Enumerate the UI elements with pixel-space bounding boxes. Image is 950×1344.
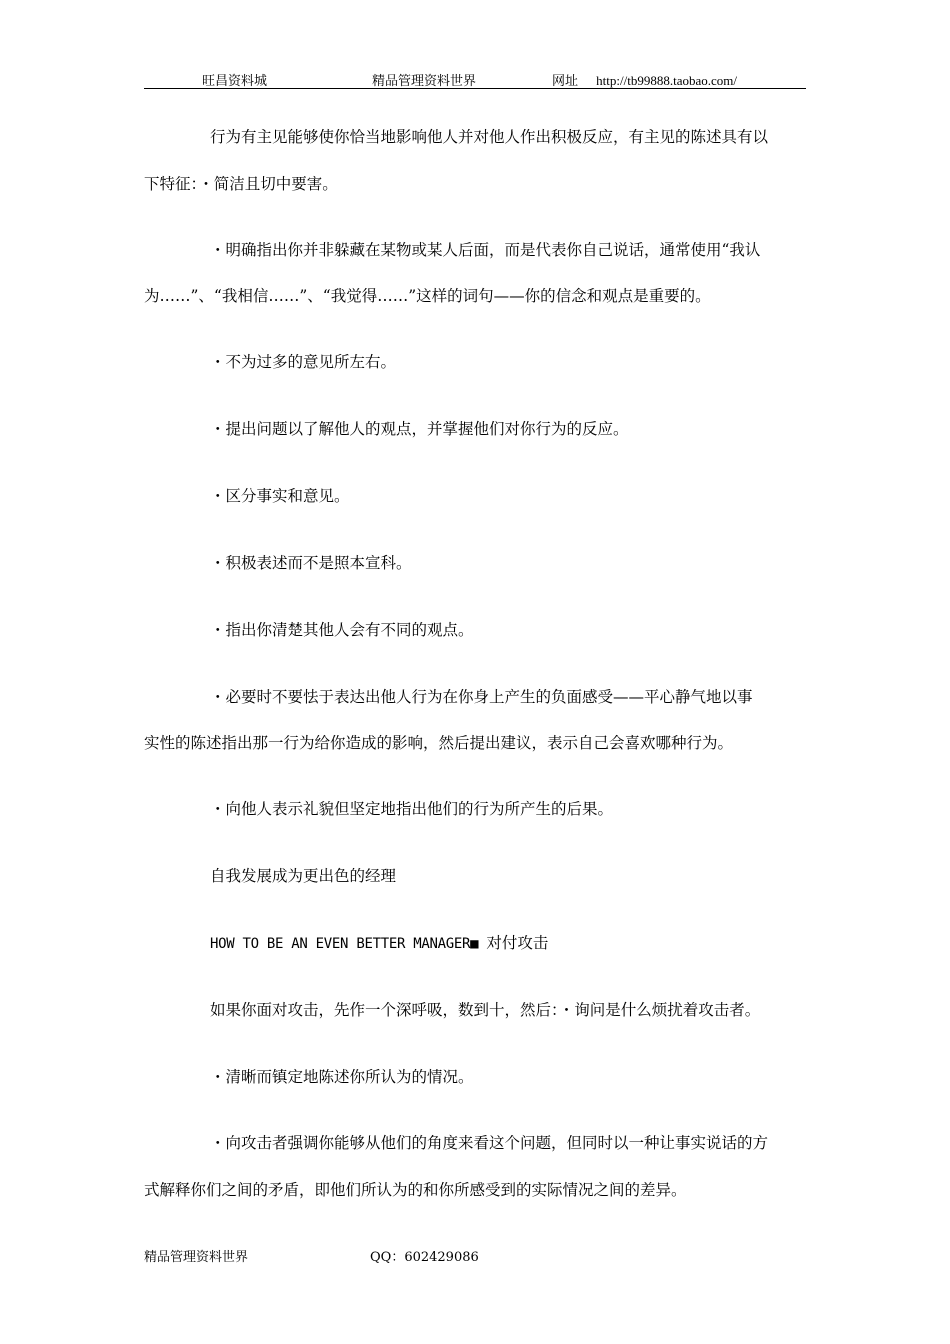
section-heading-en [144, 921, 808, 966]
paragraph-line: 行为有主见能够使你恰当地影响他人并对他人作出积极反应，有主见的陈述具有以 [210, 128, 769, 146]
section-title: 自我发展成为更出色的经理 [210, 867, 397, 885]
heading-cn-text: 对付攻击 [486, 934, 549, 952]
heading-en-text: HOW TO BE AN EVEN BETTER MANAGER■ [210, 936, 479, 952]
paragraph-line: ・向他人表示礼貌但坚定地指出他们的行为所产生的后果。 [210, 800, 614, 818]
paragraph-line: ・向攻击者强调你能够从他们的角度来看这个问题，但同时以一种让事实说话的方 [210, 1134, 769, 1152]
footer-qq: QQ：602429086 [370, 1250, 479, 1265]
page-header [144, 68, 806, 89]
header-shop-name: 旺昌资料城 [202, 74, 268, 89]
paragraph-line: ・清晰而镇定地陈述你所认为的情况。 [210, 1068, 474, 1086]
paragraph-line: ・指出你清楚其他人会有不同的观点。 [210, 621, 474, 639]
header-url-label: 网址 [552, 74, 579, 89]
paragraph-line: 为……”、“我相信……”、“我觉得……”这样的词句——你的信念和观点是重要的。 [144, 287, 711, 305]
header-url-link[interactable]: http://tb99888.taobao.com/ [596, 73, 737, 88]
paragraph-line: 实性的陈述指出那一行为给你造成的影响，然后提出建议，表示自己会喜欢哪种行为。 [144, 734, 734, 752]
paragraph-line: ・明确指出你并非躲藏在某物或某人后面，而是代表你自己说话，通常使用“我认 [210, 241, 761, 259]
header-site-name: 精品管理资料世界 [372, 74, 477, 89]
header-url-block [552, 70, 737, 89]
paragraph-line: ・必要时不要怯于表达出他人行为在你身上产生的负面感受——平心静气地以事 [210, 688, 753, 706]
footer-site-name: 精品管理资料世界 [144, 1250, 249, 1265]
paragraph-line: ・提出问题以了解他人的观点，并掌握他们对你行为的反应。 [210, 420, 629, 438]
paragraph-line: ・区分事实和意见。 [210, 487, 350, 505]
paragraph-line: ・积极表述而不是照本宣科。 [210, 554, 412, 572]
paragraph-line: 式解释你们之间的矛盾，即他们所认为的和你所感受到的实际情况之间的差异。 [144, 1181, 687, 1199]
paragraph-line: 如果你面对攻击，先作一个深呼吸，数到十，然后：・询问是什么烦扰着攻击者。 [210, 1001, 761, 1019]
page-footer [144, 1246, 479, 1265]
paragraph-line: 下特征：・简洁且切中要害。 [144, 175, 338, 193]
paragraph-line: ・不为过多的意见所左右。 [210, 353, 397, 371]
